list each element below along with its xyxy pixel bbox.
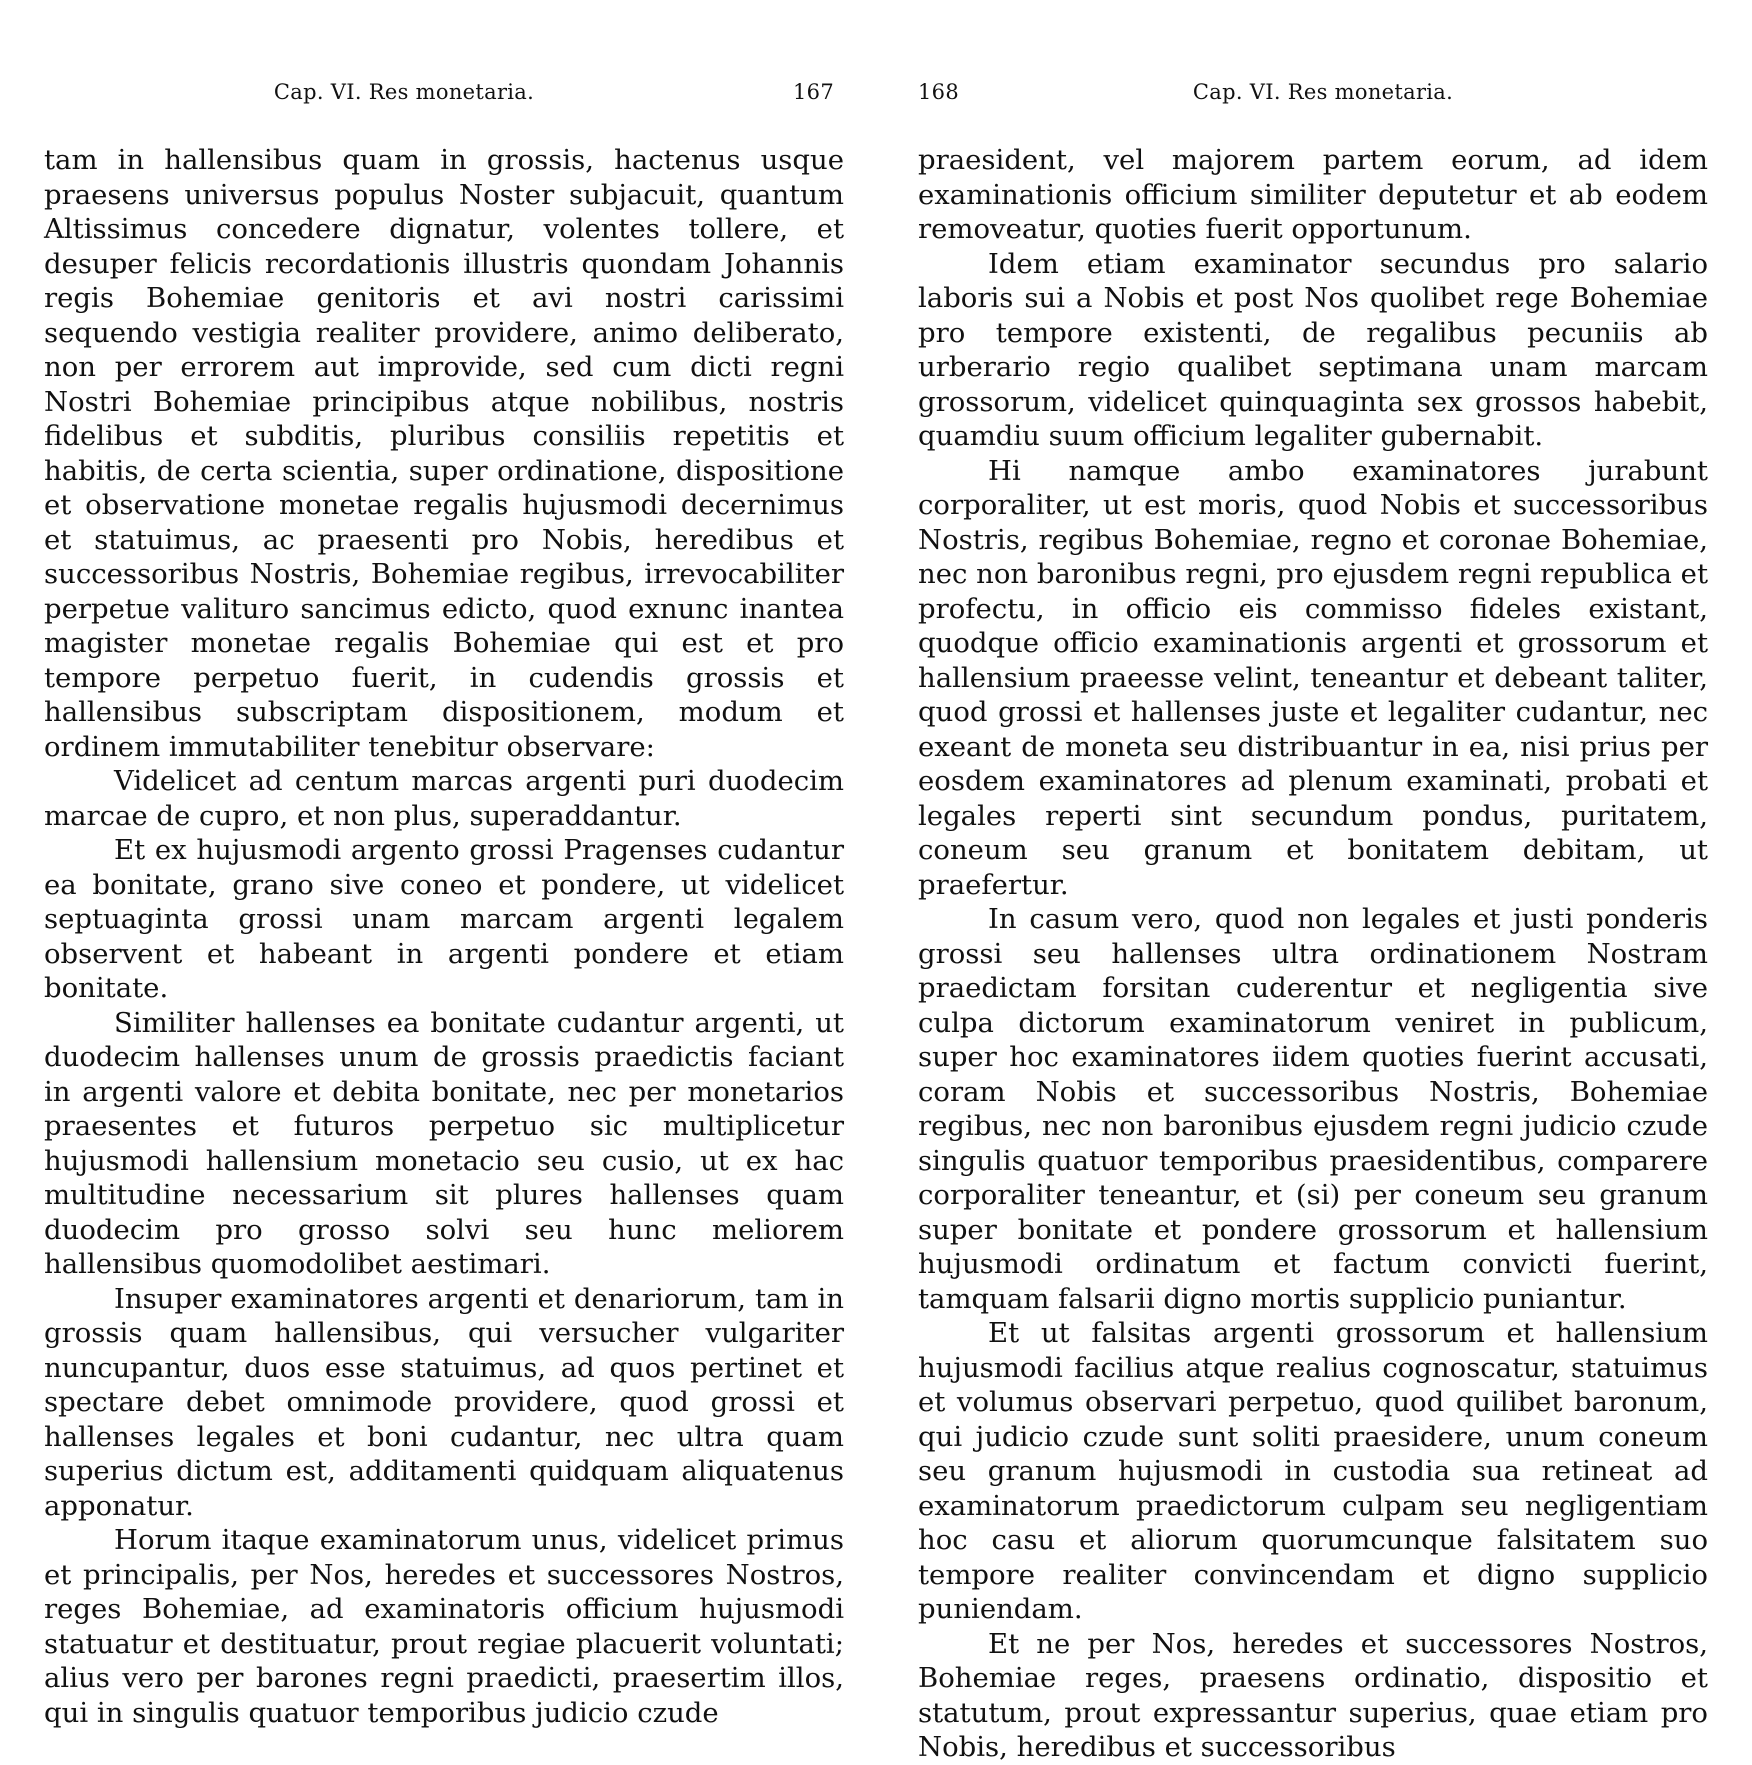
right-running-head — [918, 80, 1708, 120]
paragraph: Hi namque ambo examinatores jurabunt corporaliter, ut est moris, quod Nobis et successoribus Nostris, regibus Bohemiae, regno et coronae Bohemiae, nec non baronibus regni, pro ejusdem regni republica et profectu, in officio eis commisso fideles existant, quodque officio examinationis argenti et grossorum et hallensium praeesse velint, teneantur et debeant taliter, quod grossi et hallenses juste et legaliter cudantur, nec exeant de moneta seu distribuantur in ea, nisi prius per eosdem examinatores ad plenum examinati, probati et legales reperti sint secundum pondus, puritatem, coneum seu granum et bonitatem debitam, ut praefertur. — [918, 454, 1708, 901]
paragraph: praesident, vel majorem partem eorum, ad idem examinationis officium similiter deputetur et ab eodem removeatur, quoties fuerit opportunum. — [918, 144, 1708, 245]
left-page — [44, 0, 844, 1729]
left-header-title: Cap. VI. Res monetaria. — [273, 80, 535, 104]
right-page-number: 168 — [918, 80, 959, 104]
left-running-head — [44, 80, 844, 120]
paragraph: Et ex hujusmodi argento grossi Pragenses cudantur ea bonitate, grano sive coneo et pondere, ut videlicet septuaginta grossi unam marcam argenti legalem observent et habeant in argenti pondere et etiam bonitate. — [44, 834, 844, 1004]
paragraph: Et ut falsitas argenti grossorum et hallensium hujusmodi facilius atque realius cognoscatur, statuimus et volumus observari perpetuo, quod quilibet baronum, qui judicio czude sunt soliti praesidere, unum coneum seu granum hujusmodi in custodia sua retineat ad examinatorum praedictorum culpam seu negligentiam hoc casu et aliorum quorumcunque falsitatem suo tempore realiter convincendam et digno supplicio puniendam. — [918, 1317, 1708, 1625]
paragraph: In casum vero, quod non legales et justi ponderis grossi seu hallenses ultra ordinationem Nostram praedictam forsitan cuderentur et negligentia sive culpa dictorum examinatorum veniret in publicum, super hoc examinatores iidem quoties fuerint accusati, coram Nobis et successoribus Nostris, Bohemiae regibus, nec non baronibus ejusdem regni judicio czude singulis quatuor temporibus praesidentibus, comparere corporaliter teneantur, et (si) per coneum seu granum super bonitate et pondere grossorum et hallensium hujusmodi ordinatum et factum convicti fuerint, tamquam falsarii digno mortis supplicio puniantur. — [918, 903, 1708, 1315]
right-header-title: Cap. VI. Res monetaria. — [1192, 80, 1454, 104]
paragraph: Et ne per Nos, heredes et successores Nostros, Bohemiae reges, praesens ordinatio, dispositio et statutum, prout expressantur superius, quae etiam pro Nobis, heredibus et successoribus — [918, 1627, 1708, 1763]
left-page-number: 167 — [793, 80, 834, 104]
paragraph: Videlicet ad centum marcas argenti puri duodecim marcae de cupro, et non plus, superaddantur. — [44, 765, 844, 832]
paragraph: Similiter hallenses ea bonitate cudantur argenti, ut duodecim hallenses unum de grossis praedictis faciant in argenti valore et debita bonitate, nec per monetarios praesentes et futuros perpetuo sic multiplicetur hujusmodi hallensium monetacio seu cusio, ut ex hac multitudine necessarium sit plures hallenses quam duodecim pro grosso solvi seu hunc meliorem hallensibus quomodolibet aestimari. — [44, 1006, 844, 1280]
paragraph: Insuper examinatores argenti et denariorum, tam in grossis quam hallensibus, qui versucher vulgariter nuncupantur, duos esse statuimus, ad quos pertinet et spectare debet omnimode providere, quod grossi et hallenses legales et boni cudantur, nec ultra quam superius dictum est, additamenti quidquam aliquatenus apponatur. — [44, 1282, 844, 1522]
right-page — [918, 0, 1708, 1763]
paragraph: tam in hallensibus quam in grossis, hactenus usque praesens universus populus Noster subjacuit, quantum Altissimus concedere dignatur, volentes tollere, et desuper felicis recordationis illustris quondam Johannis regis Bohemiae genitoris et avi nostri carissimi sequendo vestigia realiter providere, animo deliberato, non per errorem aut improvide, sed cum dicti regni Nostri Bohemiae principibus atque nobilibus, nostris fidelibus et subditis, pluribus consiliis repetitis et habitis, de certa scientia, super ordinatione, dispositione et observatione monetae regalis hujusmodi decernimus et statuimus, ac praesenti pro Nobis, heredibus et successoribus Nostris, Bohemiae regibus, irrevocabiliter perpetue valituro sancimus edicto, quod exnunc inantea magister monetae regalis Bohemiae qui est et pro tempore perpetuo fuerit, in cudendis grossis et hallensibus subscriptam dispositionem, modum et ordinem immutabiliter tenebitur observare: — [44, 144, 844, 763]
paragraph: Idem etiam examinator secundus pro salario laboris sui a Nobis et post Nos quolibet rege Bohemiae pro tempore existenti, de regalibus pecuniis ab urberario regio qualibet septimana unam marcam grossorum, videlicet quinquaginta sex grossos habebit, quamdiu suum officium legaliter gubernabit. — [918, 247, 1708, 452]
right-body-text — [918, 143, 1708, 1765]
paragraph: Horum itaque examinatorum unus, videlicet primus et principalis, per Nos, heredes et successores Nostros, reges Bohemiae, ad examinatoris officium hujusmodi statuatur et destituatur, prout regiae placuerit voluntati; alius vero per barones regni praedicti, praesertim illos, qui in singulis quatuor temporibus judicio czude — [44, 1524, 844, 1729]
left-body-text — [44, 143, 844, 1730]
